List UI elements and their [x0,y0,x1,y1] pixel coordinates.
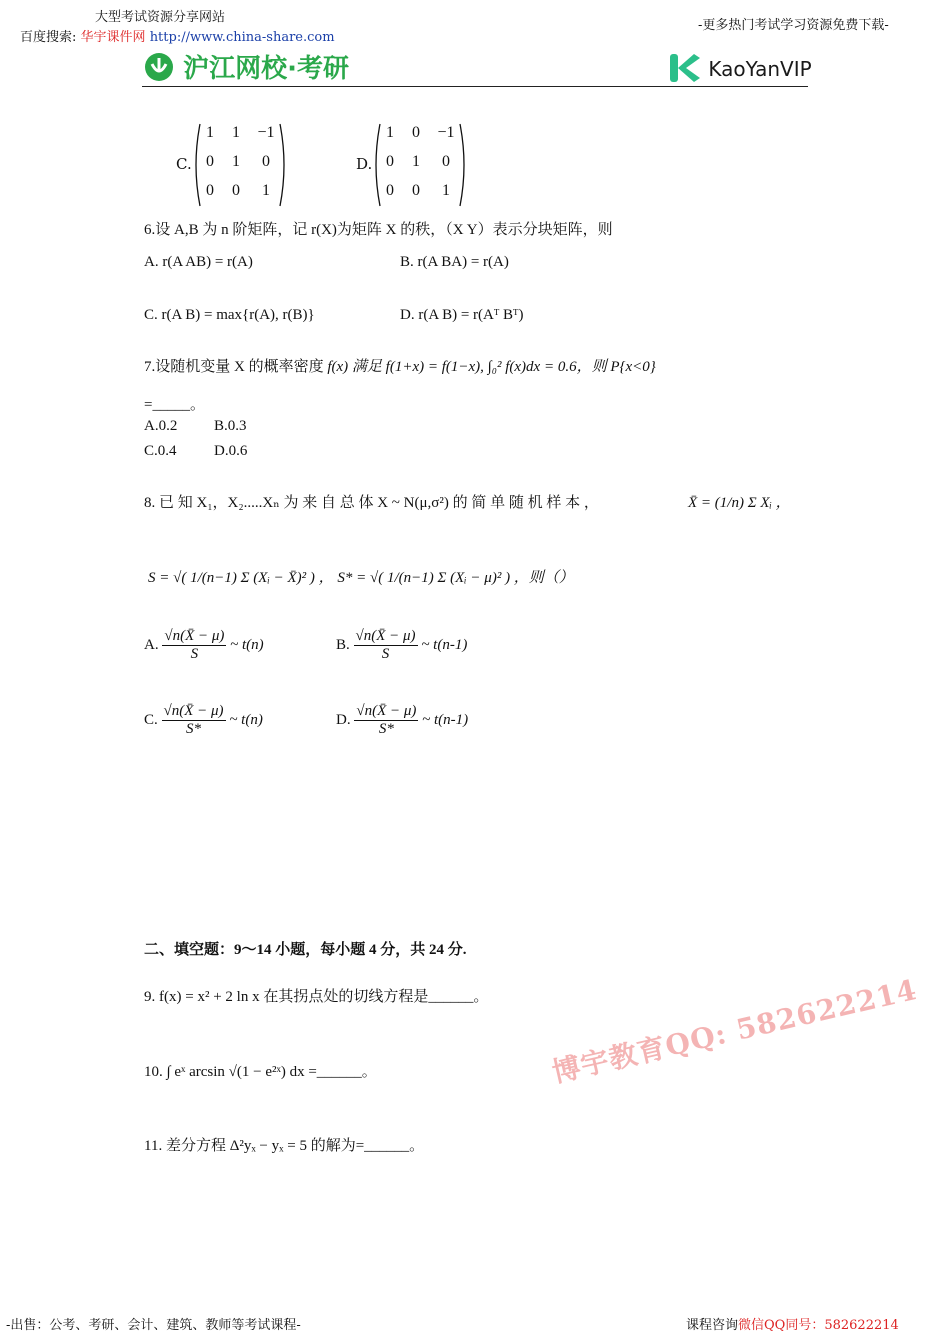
matrix-cell: 0 [386,182,394,199]
matrix-cell: 0 [206,182,214,199]
matrix-cell: 1 [232,124,240,141]
q9-text: 9. f(x) = x² + 2 ln x 在其拐点处的切线方程是______。 [144,989,489,1005]
q8-option-d [336,703,468,738]
baidu-site-name[interactable]: 华宇课件网 [80,30,146,45]
matrix-cell: 0 [442,153,450,170]
q7-stem [144,355,656,376]
matrix-cell: 1 [232,153,240,170]
matrix-cell: 1 [386,124,394,141]
q11-text: 11. 差分方程 Δ²yₓ − yₓ = 5 的解为=______。 [144,1138,425,1154]
baidu-search [20,26,335,45]
watermark: 博宇教育QQ: 582622214 [549,972,921,1090]
fraction-denominator: S [190,646,199,662]
fraction-numerator: √n(X̄ − μ) [164,628,225,644]
q8-mean-definition: X̄ = (1/n) Σ Xᵢ ， [688,495,791,511]
fraction-numerator: √n(X̄ − μ) [355,628,416,644]
hujiang-logo [144,48,349,85]
q8-s-definitions: S = √( 1/(n−1) Σ (Xᵢ − X̄)² ) ， S* = √( 1/(n−1) Σ (Xᵢ − μ)² ) ，则（） [148,570,574,586]
matrix-cell: 1 [442,182,450,199]
option-tail: ~ t(n) [229,711,263,728]
footer-consult-label: 课程咨询 [686,1318,739,1333]
q7-blank: =_____。 [144,397,205,413]
option-label: D. [336,711,351,728]
fraction-denominator: S [381,646,390,662]
matrix-cell: 1 [412,153,420,170]
matrix-d [372,122,472,208]
site-url-link[interactable]: http://www.china-share.com [149,30,335,45]
kaoyanvip-text: KaoYanVIP [708,57,812,81]
matrix-c [192,122,292,208]
q7-option-a: A.0.2 [144,418,178,434]
matrix-cell: 0 [232,182,240,199]
q7-stem-formula: f(x) 满足 f(1+x) = f(1−x), ∫₀² f(x)dx = 0.6，则 P{x<0} [327,359,656,375]
option-label: C. [144,711,158,728]
q6-option-c: C. r(A B) = max{r(A), r(B)} [144,307,315,323]
footer-wechat-label: 微信QQ同号： [738,1318,825,1333]
q7-stem-pre: 7.设随机变量 X 的概率密度 [144,359,324,375]
header-rule [142,86,808,87]
matrix-cell: 1 [206,124,214,141]
q7-option-d: D.0.6 [214,443,248,459]
q8-stem: 8. 已 知 X₁，X₂.....Xₙ 为 来 自 总 体 X ~ N(μ,σ²) 的 简 单 随 机 样 本 ， [144,495,599,511]
footer-right [686,1314,899,1333]
header-right-text: -更多热门考试学习资源免费下载- [698,18,889,33]
matrix-cell: −1 [257,124,275,141]
matrix-cell: 0 [412,182,420,199]
q6-option-b: B. r(A BA) = r(A) [400,254,509,270]
option-label: B. [336,636,350,653]
q10-text: 10. ∫ eˣ arcsin √(1 − e²ˣ) dx =______。 [144,1064,377,1080]
q8-option-a [144,628,264,663]
matrix-cell: 0 [262,153,270,170]
kaoyanvip-logo [668,52,812,84]
q8-option-b [336,628,467,663]
hujiang-logo-text: 沪江网校·考研 [183,54,349,84]
fraction-numerator: √n(X̄ − μ) [356,703,417,719]
option-label: A. [144,636,159,653]
q7-option-c: C.0.4 [144,443,177,459]
q7-option-b: B.0.3 [214,418,247,434]
option-tail: ~ t(n-1) [421,636,468,653]
k-logo-icon [668,57,708,81]
section-heading-fill-in: 二、填空题：9～14 小题，每小题 4 分，共 24 分. [144,942,467,958]
option-tail: ~ t(n) [230,636,264,653]
fraction-denominator: S* [186,721,202,737]
fraction-denominator: S* [378,721,394,737]
q6-option-a: A. r(A AB) = r(A) [144,254,253,270]
q8-option-c [144,703,263,738]
matrix-c-label: C. [176,155,192,173]
leaf-icon [144,54,183,84]
footer-qq-number[interactable]: 582622214 [824,1318,899,1333]
matrix-cell: 0 [206,153,214,170]
footer-left: -出售：公考、考研、会计、建筑、教师等考试课程- [6,1318,301,1333]
matrix-d-label: D. [356,155,373,173]
matrix-cell: 0 [412,124,420,141]
q6-stem: 6.设 A,B 为 n 阶矩阵，记 r(X)为矩阵 X 的秩，（X Y）表示分块矩阵，则 [144,222,613,238]
baidu-label: 百度搜索: [20,30,77,45]
q6-option-d: D. r(A B) = r(Aᵀ Bᵀ) [400,307,524,323]
site-tagline: 大型考试资源分享网站 [95,10,226,25]
matrix-cell: −1 [437,124,455,141]
option-tail: ~ t(n-1) [422,711,469,728]
matrix-cell: 1 [262,182,270,199]
matrix-cell: 0 [386,153,394,170]
fraction-numerator: √n(X̄ − μ) [163,703,224,719]
